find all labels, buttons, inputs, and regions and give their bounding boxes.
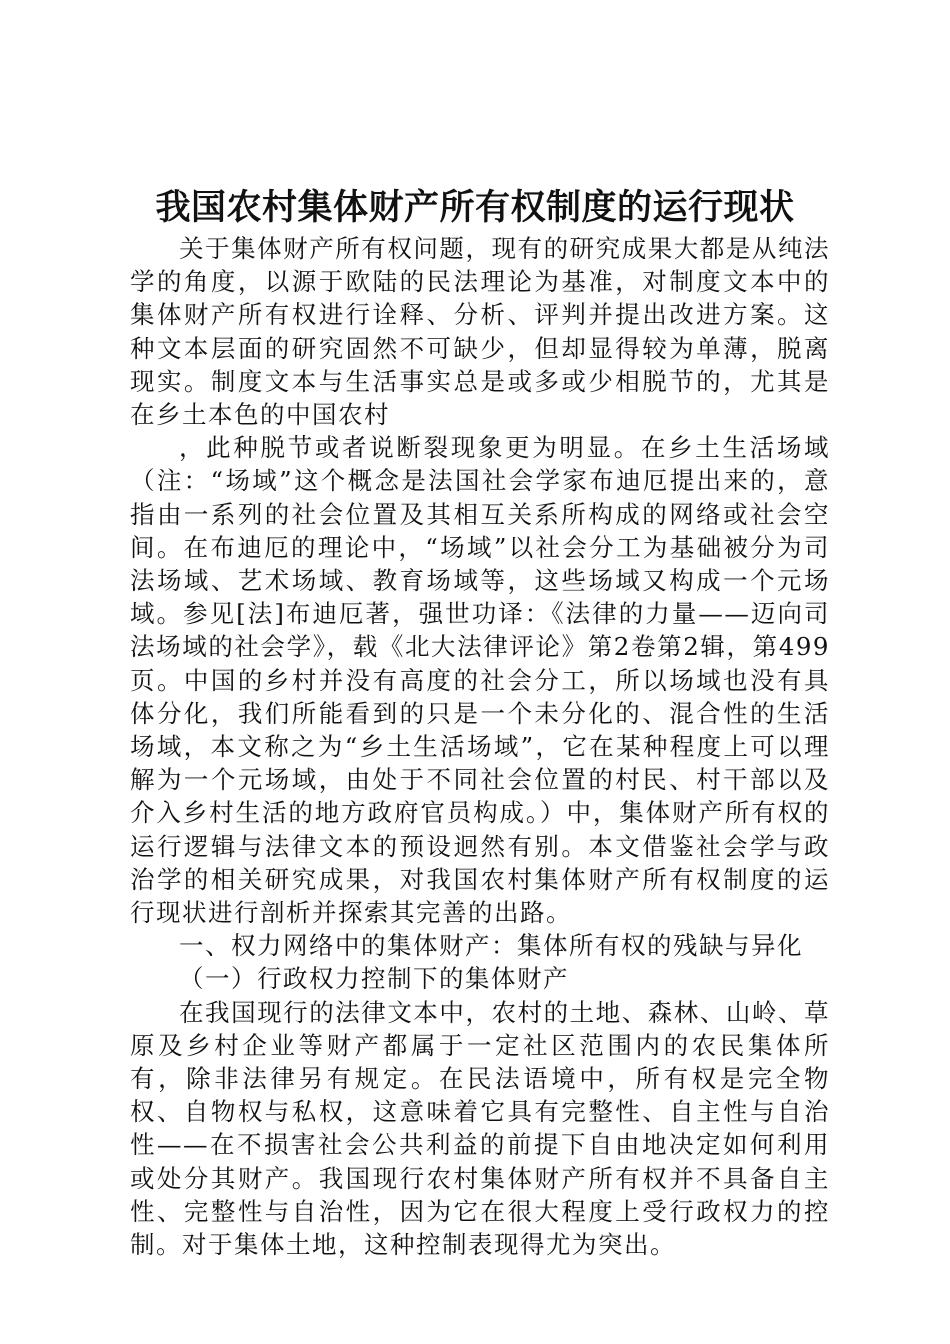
section-heading: 一、权力网络中的集体财产：集体所有权的残缺与异化 bbox=[179, 931, 803, 961]
document-body bbox=[130, 232, 830, 1261]
paragraph-intro: 关于集体财产所有权问题，现有的研究成果大都是从纯法学的角度，以源于欧陆的民法理论为基准，对制度文本中的集体财产所有权进行诠释、分析、评判并提出改进方案。这种文本层面的研究固然不可缺少，但却显得较为单薄，脱离现实。制度文本与生活事实总是或多或少相脱节的，尤其是在乡土本色的中国农村 bbox=[130, 234, 830, 430]
paragraph-field-note: ，此种脱节或者说断裂现象更为明显。在乡土生活场域（注：“场域”这个概念是法国社会学家布迪厄提出来的，意指由一系列的社会位置及其相互关系所构成的网络或社会空间。在布迪厄的理论中，“场域”以社会分工为基础被分为司法场域、艺术场域、教育场域等，这些场域又构成一个元场域。参见[法]布迪厄著，强世功译：《法律的力量——迈向司法场域的社会学》，载《北大法律评论》第2卷第2辑，第499页。中国的乡村并没有高度的社会分工，所以场域也没有具体分化，我们所能看到的只是一个未分化的、混合性的生活场域，本文称之为“乡土生活场域”，它在某种程度上可以理解为一个元场域，由处于不同社会位置的村民、村干部以及介入乡村生活的地方政府官员构成。）中，集体财产所有权的运行逻辑与法律文本的预设迥然有别。本文借鉴社会学与政治学的相关研究成果，对我国农村集体财产所有权制度的运行现状进行剖析并探索其完善的出路。 bbox=[130, 433, 830, 928]
document-title: 我国农村集体财产所有权制度的运行现状 bbox=[155, 188, 795, 228]
paragraph-legal-text: 在我国现行的法律文本中，农村的土地、森林、山岭、草原及乡村企业等财产都属于一定社区范围内的农民集体所有，除非法律另有规定。在民法语境中，所有权是完全物权、自物权与私权，这意味着它具有完整性、自主性与自治性——在不损害社会公共利益的前提下自由地决定如何利用或处分其财产。我国现行农村集体财产所有权并不具备自主性、完整性与自治性，因为它在很大程度上受行政权力的控制。对于集体土地，这种控制表现得尤为突出。 bbox=[130, 997, 830, 1260]
subsection-heading: （一）行政权力控制下的集体财产 bbox=[179, 964, 569, 994]
